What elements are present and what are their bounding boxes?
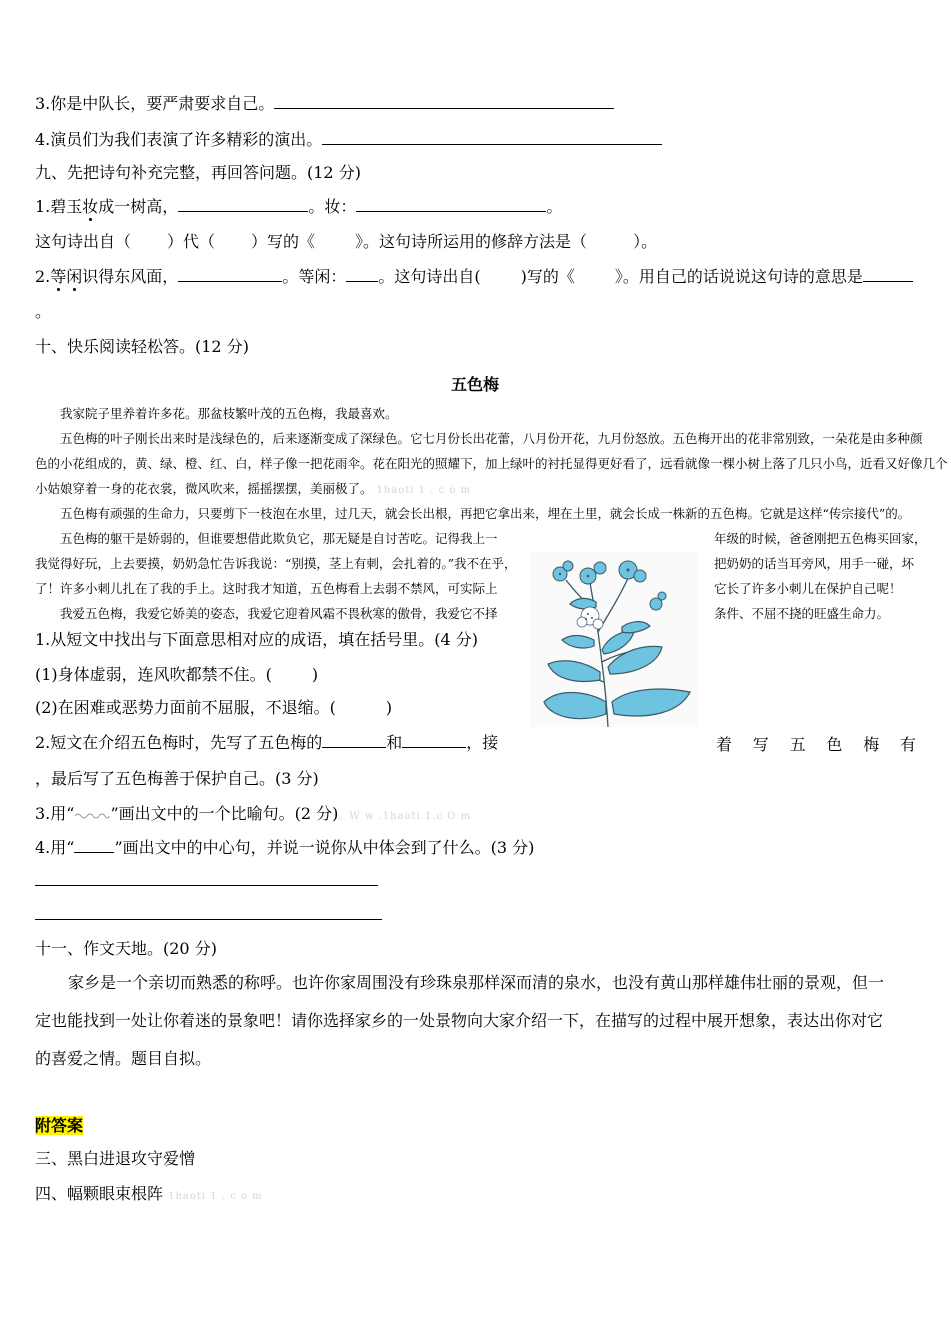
answers-heading: 附答案 [35,1116,84,1135]
answer-blank[interactable] [178,196,308,212]
passage-para4-line3-left: 了！许多小刺儿扎在了我的手上。这时我才知道，五色梅看上去弱不禁风，可实际上 [35,581,498,596]
q10-sub2-spread: 着 写 五 色 梅 有 [716,735,916,754]
passage-para2-line3: 小姑娘穿着一身的花衣裳，微风吹来，摇摇摆摆，美丽极了。 1haoti 1 . c o m [35,481,472,496]
answer-blank[interactable] [322,129,662,145]
q9-heading: 九、先把诗句补充完整，再回答问题。(12 分) [35,163,361,182]
q10-sub2: 2.短文在介绍五色梅时，先写了五色梅的 和 ，接 [35,733,499,752]
q10-sub2-cont: ，最后写了五色梅善于保护自己。(3 分) [35,769,319,788]
q11-heading: 十一、作文天地。(20 分) [35,939,217,958]
straight-underline-icon [74,837,114,853]
q10-heading: 十、快乐阅读轻松答。(12 分) [35,337,249,356]
answer-blank[interactable] [274,93,614,109]
q9-poem1: 1.碧玉妆成一树高， 。妆： 。 [35,197,563,216]
passage-para1: 我家院子里养着许多花。那盆枝繁叶茂的五色梅，我最喜欢。 [60,406,398,421]
passage-para4-line1-left: 五色梅的躯干是娇弱的，但谁要想借此欺负它，那无疑是自讨苦吃。记得我上一 [60,531,498,546]
answer-blank[interactable] [356,196,546,212]
answer-4: 四、幅颗眼束根阵 1haoti 1 . c o m [35,1184,263,1203]
answer-line[interactable] [35,885,378,886]
q10-sub1-2: (2)在困难或恶势力面前不屈服，不退缩。( ) [35,698,393,717]
q10-sub1-1: (1)身体虚弱，连风吹都禁不住。( ) [35,665,319,684]
passage-para4-line3-right: 它长了许多小刺儿在保护自己呢！ [714,581,902,596]
q10-sub4: 4.用“ ”画出文中的中心句，并说一说你从中体会到了什么。(3 分) [35,838,535,857]
q9-poem2: 2.等闲识得东风面， 。等闲： 。这句诗出自( )写的《 》。用自己的话说说这句诗的意思是 [35,266,913,287]
watermark: 1haoti 1 . c o m [168,1191,263,1202]
answer-line[interactable] [35,919,382,920]
passage-para2-line2: 色的小花组成的，黄、绿、橙、红、白，样子像一把花雨伞。花在阳光的照耀下，加上绿叶的衬托显得更好看了，远看就像一棵小树上落了几只小鸟，近看又好像几个 [35,456,948,471]
q11-prompt-line1: 家乡是一个亲切而熟悉的称呼。也许你家周围没有珍珠泉那样深而清的泉水，也没有黄山那样雄伟壮丽的景观，但一 [68,973,885,992]
q10-sub1: 1.从短文中找出与下面意思相对应的成语，填在括号里。(4 分) [35,630,479,649]
passage-title: 五色梅 [450,375,499,394]
five-color-plum-flower-illustration [530,552,698,727]
q11-prompt-line3: 的喜爱之情。题目自拟。 [35,1049,212,1068]
passage-para5-left: 我爱五色梅，我爱它娇美的姿态，我爱它迎着风霜不畏秋寒的傲骨，我爱它不择 [60,606,498,621]
passage-para5-right: 条件、不屈不挠的旺盛生命力。 [714,606,890,621]
wavy-underline-icon [74,810,110,820]
answer-blank[interactable] [322,732,386,748]
passage-para4-line2-right: 把奶奶的话当耳旁风，用手一碰，坏 [714,556,915,571]
answer-blank[interactable] [346,266,378,282]
answer-blank[interactable] [402,732,466,748]
passage-para3: 五色梅有顽强的生命力，只要剪下一枝泡在水里，过几天，就会长出根，再把它拿出来，埋在土里，就会长成一株新的五色梅。它就是这样“传宗接代”的。 [60,506,911,521]
q11-prompt-line2: 定也能找到一处让你着迷的景象吧！请你选择家乡的一处景物向大家介绍一下，在描写的过程中展开想象，表达出你对它 [35,1011,884,1030]
watermark: 1haoti 1 . c o m [376,485,472,496]
watermark: 。W w .1haoti 1.c O m [338,811,472,822]
q8-item3: 3.你是中队长，要严肃要求自己。 [35,93,614,114]
passage-para4-line1-right: 年级的时候，爸爸刚把五色梅买回家， [714,531,927,546]
q10-sub3: 3.用“ ”画出文中的一个比喻句。(2 分)。W w .1haoti 1.c O m [35,804,472,823]
q9-poem1-question: 这句诗出自（ ）代（ ）写的《 》。这句诗所运用的修辞方法是（ ）。 [35,232,658,251]
passage-para2-line1: 五色梅的叶子刚长出来时是浅绿色的，后来逐渐变成了深绿色。它七月份长出花蕾，八月份开花，九月份怒放。五色梅开出的花非常别致，一朵花是由多种颜 [60,431,923,446]
answer-blank[interactable] [863,266,913,282]
q9-poem2-end: 。 [35,302,52,321]
answer-blank[interactable] [178,266,282,282]
answer-3: 三、黑白进退攻守爱憎 [35,1149,196,1168]
q8-item4: 4.演员们为我们表演了许多精彩的演出。 [35,129,662,150]
passage-para4-line2-left: 我觉得好玩，上去要摸，奶奶急忙告诉我说：“别摸，茎上有刺，会扎着的。”我不在乎， [35,556,517,571]
